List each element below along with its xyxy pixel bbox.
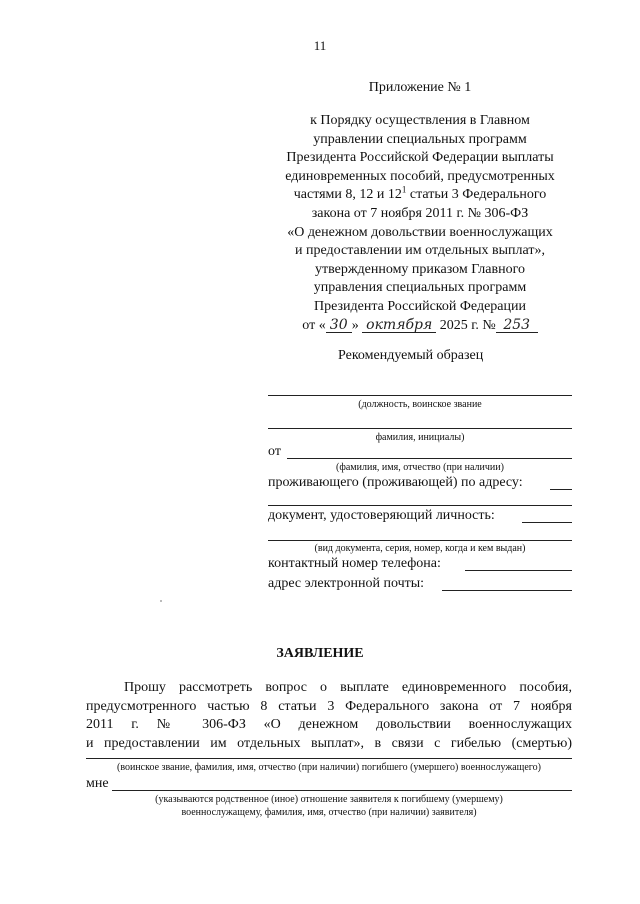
appendix-line: управления специальных программ [313, 280, 527, 296]
page-number: 11 [313, 38, 327, 53]
appendix-line: единовременных пособий, предусмотренных [285, 168, 555, 184]
order-number: 253 [496, 318, 538, 333]
order-day: 30 [326, 318, 352, 333]
relation-field-line[interactable] [112, 790, 572, 791]
address-field-line[interactable] [550, 489, 572, 490]
position-field-line[interactable] [268, 395, 572, 396]
appendix-line: управлении специальных программ [313, 131, 527, 147]
relation-caption-1: (указываются родственное (иное) отношение заявителя к погибшему (умершему) [155, 794, 503, 805]
email-label: адрес электронной почты: [268, 576, 425, 591]
name-field-line[interactable] [268, 428, 572, 429]
document-field-line[interactable] [522, 522, 572, 523]
deceased-caption: (воинское звание, фамилия, имя, отчество (при наличии) погибшего (умершего) военнослужащего) [116, 762, 541, 773]
statement-line: и предоставлении им отдельных выплат», в связи с гибелью (смертью) [86, 735, 572, 751]
document-caption: (вид документа, серия, номер, когда и кем выдан) [314, 543, 526, 554]
statement-paragraph [86, 679, 572, 753]
from-label: от [268, 444, 281, 459]
applicant-fio-line[interactable] [287, 458, 572, 459]
appendix-line: закона от 7 ноября 2011 г. № 306-ФЗ [311, 205, 529, 221]
statement-line: предусмотренного частью 8 статьи 3 Федерального закона от 7 ноября [86, 698, 572, 714]
appendix-line: и предоставлении им отдельных выплат», [295, 243, 545, 259]
scan-speck [160, 600, 162, 602]
appendix-line: к Порядку осуществления в Главном [310, 113, 530, 128]
statement-line: 2011 г. № 306-ФЗ «О денежном довольствии военнослужащих [86, 717, 572, 733]
deceased-field-line[interactable] [86, 758, 572, 759]
order-date-line [265, 317, 575, 336]
appendix-line: Президента Российской Федерации [314, 298, 526, 314]
order-year-label: 2025 г. № [439, 317, 496, 333]
name-caption: фамилия, инициалы) [375, 432, 465, 443]
appendix-title: Приложение № 1 [368, 80, 472, 95]
appendix-line-part: статьи 3 Федерального [406, 187, 547, 203]
me-label: мне [86, 776, 109, 791]
order-month: октября [362, 318, 436, 333]
appendix-line-part: частями 8, 12 и 12 [293, 187, 402, 203]
statement-title: ЗАЯВЛЕНИЕ [276, 646, 364, 661]
fio-caption: (фамилия, имя, отчество (при наличии) [336, 462, 504, 473]
order-close-quote: » [351, 317, 359, 333]
appendix-line-with-superscript [265, 186, 575, 205]
document-label: документ, удостоверяющий личность: [268, 508, 495, 523]
document-details-line[interactable] [268, 540, 572, 541]
email-field-line[interactable] [442, 590, 572, 591]
order-from-label: от « [302, 317, 326, 333]
superscript: 1 [401, 184, 407, 195]
relation-caption-2: военнослужащему, фамилия, имя, отчество (при наличии) заявителя) [181, 807, 477, 818]
address-field-line-2[interactable] [268, 505, 572, 506]
address-label: проживающего (проживающей) по адресу: [268, 475, 523, 490]
position-caption: (должность, воинское звание [358, 399, 482, 410]
appendix-line: Президента Российской Федерации выплаты [286, 150, 554, 166]
recommended-sample-label: Рекомендуемый образец [338, 348, 484, 363]
appendix-line: «О денежном довольствии военнослужащих [287, 224, 553, 240]
statement-line: Прошу рассмотреть вопрос о выплате единовременного пособия, [124, 680, 572, 695]
appendix-line: утвержденному приказом Главного [314, 261, 525, 277]
phone-field-line[interactable] [465, 570, 572, 571]
appendix-block [265, 112, 575, 335]
phone-label: контактный номер телефона: [268, 556, 441, 571]
